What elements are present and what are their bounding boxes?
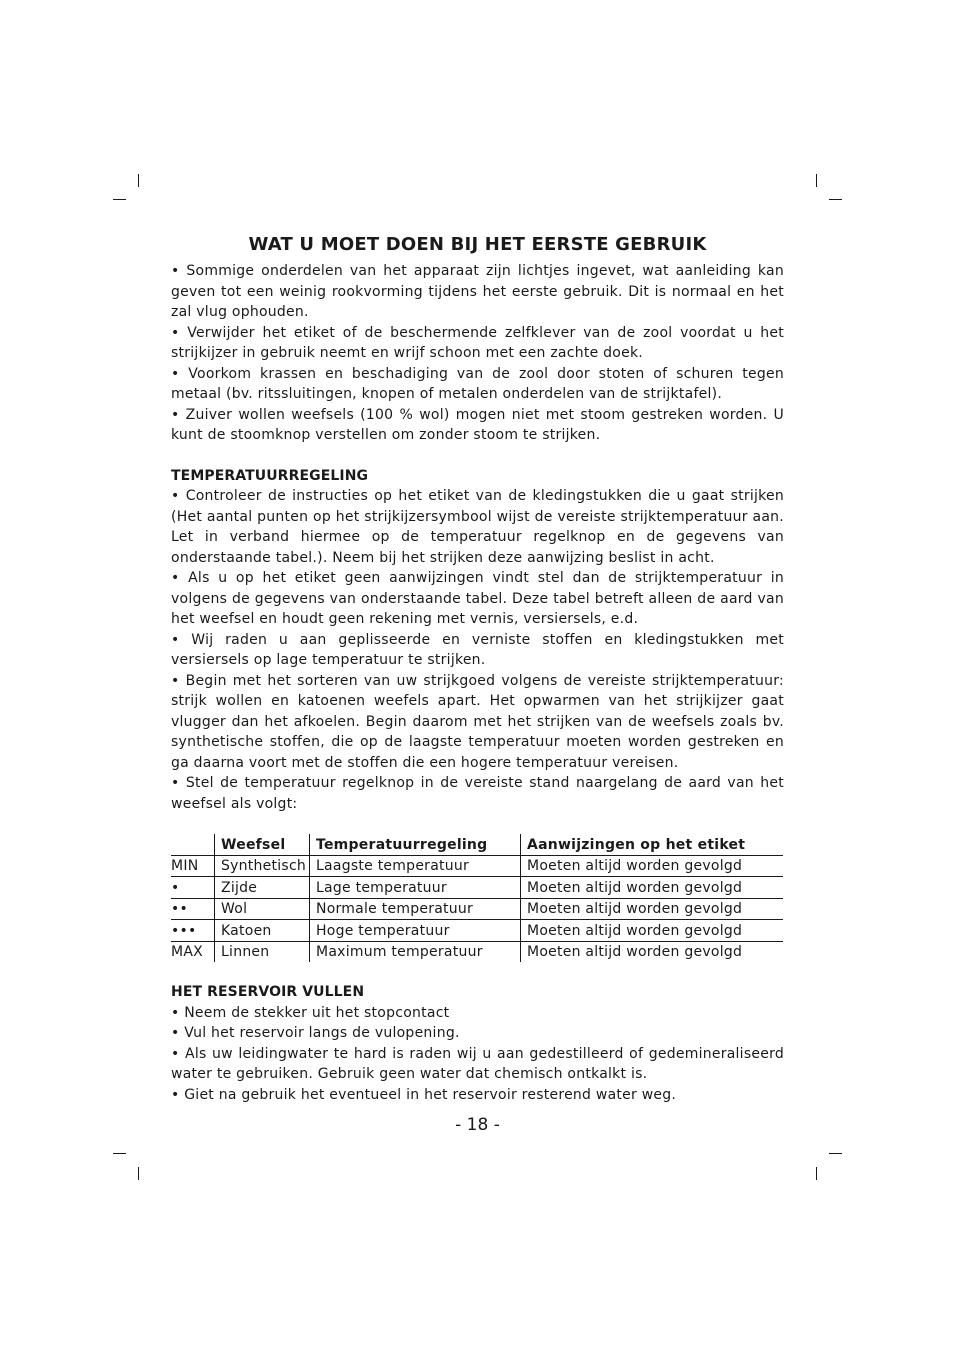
header-fabric: Weefsel bbox=[215, 834, 310, 855]
reservoir-section bbox=[171, 982, 784, 1105]
cell-fabric: Zijde bbox=[215, 877, 310, 899]
header-label-instructions: Aanwijzingen op het etiket bbox=[521, 834, 784, 855]
cell-instructions: Moeten altijd worden gevolgd bbox=[521, 855, 784, 877]
cell-temperature: Hoge temperatuur bbox=[310, 920, 521, 942]
intro-section bbox=[171, 261, 784, 446]
temperature-bullet: • Als u op het etiket geen aanwijzingen vindt stel dan de strijktemperatuur in volgens de gegevens van onderstaande tabel. Deze tabel betreft alleen de aard van het weefsel en houdt geen rekening met vernis, versiersels, e.d. bbox=[171, 570, 784, 627]
intro-bullet: • Voorkom krassen en beschadiging van de zool door stoten of schuren tegen metaal (bv. ritssluitingen, knopen of metalen onderdelen van de strijktafel). bbox=[171, 365, 784, 402]
cell-fabric: Synthetisch bbox=[215, 855, 310, 877]
reservoir-bullet: • Vul het reservoir langs de vulopening. bbox=[171, 1025, 460, 1041]
table-row bbox=[171, 941, 783, 962]
crop-mark-bottom-right-vertical bbox=[816, 1167, 817, 1180]
cell-instructions: Moeten altijd worden gevolgd bbox=[521, 898, 784, 920]
table-header-row bbox=[171, 834, 783, 855]
cell-instructions: Moeten altijd worden gevolgd bbox=[521, 920, 784, 942]
page-title: WAT U MOET DOEN BIJ HET EERSTE GEBRUIK bbox=[248, 234, 707, 255]
reservoir-bullet: • Als uw leidingwater te hard is raden wij u aan gedestilleerd of gedemineraliseerd water te gebruiken. Gebruik geen water dat chemisch ontkalkt is. bbox=[171, 1045, 784, 1082]
table-row bbox=[171, 920, 783, 942]
intro-bullet: • Zuiver wollen weefsels (100 % wol) mogen niet met stoom gestreken worden. U kunt de stoomknop verstellen om zonder stoom te strijken. bbox=[171, 406, 784, 443]
reservoir-bullet: • Giet na gebruik het eventueel in het reservoir resterend water weg. bbox=[171, 1086, 677, 1103]
crop-mark-bottom-right-horizontal bbox=[829, 1153, 842, 1154]
table-row bbox=[171, 855, 783, 877]
cell-temperature: Laagste temperatuur bbox=[310, 855, 521, 877]
crop-mark-top-left-horizontal bbox=[113, 199, 126, 200]
temperature-section bbox=[171, 466, 784, 815]
reservoir-bullet: • Neem de stekker uit het stopcontact bbox=[171, 1004, 450, 1021]
cell-temperature: Normale temperatuur bbox=[310, 898, 521, 920]
cell-fabric: Wol bbox=[215, 898, 310, 920]
temperature-heading: TEMPERATUURREGELING bbox=[171, 467, 369, 484]
crop-mark-bottom-left-vertical bbox=[138, 1167, 139, 1180]
cell-symbol: MIN bbox=[171, 855, 215, 877]
header-temperature: Temperatuurregeling bbox=[310, 834, 521, 855]
page-content bbox=[171, 233, 784, 1136]
header-symbol bbox=[171, 834, 215, 855]
cell-fabric: Katoen bbox=[215, 920, 310, 942]
cell-symbol: MAX bbox=[171, 941, 215, 962]
crop-mark-top-right-horizontal bbox=[829, 199, 842, 200]
cell-instructions: Moeten altijd worden gevolgd bbox=[521, 877, 784, 899]
cell-temperature: Lage temperatuur bbox=[310, 877, 521, 899]
temperature-bullet: • Wij raden u aan geplisseerde en verniste stoffen en kledingstukken met versiersels op lage temperatuur te strijken. bbox=[171, 631, 784, 668]
crop-mark-bottom-left-horizontal bbox=[113, 1153, 126, 1154]
cell-symbol: •• bbox=[171, 898, 215, 920]
temperature-bullet: • Controleer de instructies op het etiket van de kledingstukken die u gaat strijken (Het aantal punten op het strijkijzersymbool wijst de vereiste strijktemperatuur aan. Let in verband hiermee op de temperatuur regelknop en de gegevens van onderstaande tabel.). Neem bij het strijken deze aanwijzing beslist in acht. bbox=[171, 488, 784, 566]
temperature-bullet: • Stel de temperatuur regelknop in de vereiste stand naargelang de aard van het weefsel als volgt: bbox=[171, 775, 784, 812]
intro-bullet: • Verwijder het etiket of de beschermende zelfklever van de zool voordat u het strijkijzer in gebruik neemt en wrijf schoon met een zachte doek. bbox=[171, 324, 784, 361]
cell-temperature: Maximum temperatuur bbox=[310, 941, 521, 962]
cell-symbol: ••• bbox=[171, 920, 215, 942]
cell-instructions: Moeten altijd worden gevolgd bbox=[521, 941, 784, 962]
temperature-table bbox=[171, 834, 783, 962]
reservoir-heading: HET RESERVOIR VULLEN bbox=[171, 984, 365, 1000]
crop-mark-top-left-vertical bbox=[138, 174, 139, 187]
cell-symbol: • bbox=[171, 877, 215, 899]
crop-mark-top-right-vertical bbox=[816, 174, 817, 187]
page-number: - 18 - bbox=[455, 1115, 500, 1135]
intro-bullet: • Sommige onderdelen van het apparaat zijn lichtjes ingevet, wat aanleiding kan geven tot een weinig rookvorming tijdens het eerste gebruik. Dit is normaal en het zal vlug ophouden. bbox=[171, 263, 784, 320]
table-row bbox=[171, 877, 783, 899]
temperature-bullet: • Begin met het sorteren van uw strijkgoed volgens de vereiste strijktemperatuur: strijk wollen en katoenen weefels apart. Het opwarmen van het strijkijzer gaat vlugger dan het afkoelen. Begin daarom met het strijken van de weefsels zoals bv. synthetische stoffen, die op de laagste temperatuur moeten worden gestreken en ga daarna voort met de stoffen die een hogere temperatuur vereisen. bbox=[171, 672, 784, 771]
table-row bbox=[171, 898, 783, 920]
cell-fabric: Linnen bbox=[215, 941, 310, 962]
